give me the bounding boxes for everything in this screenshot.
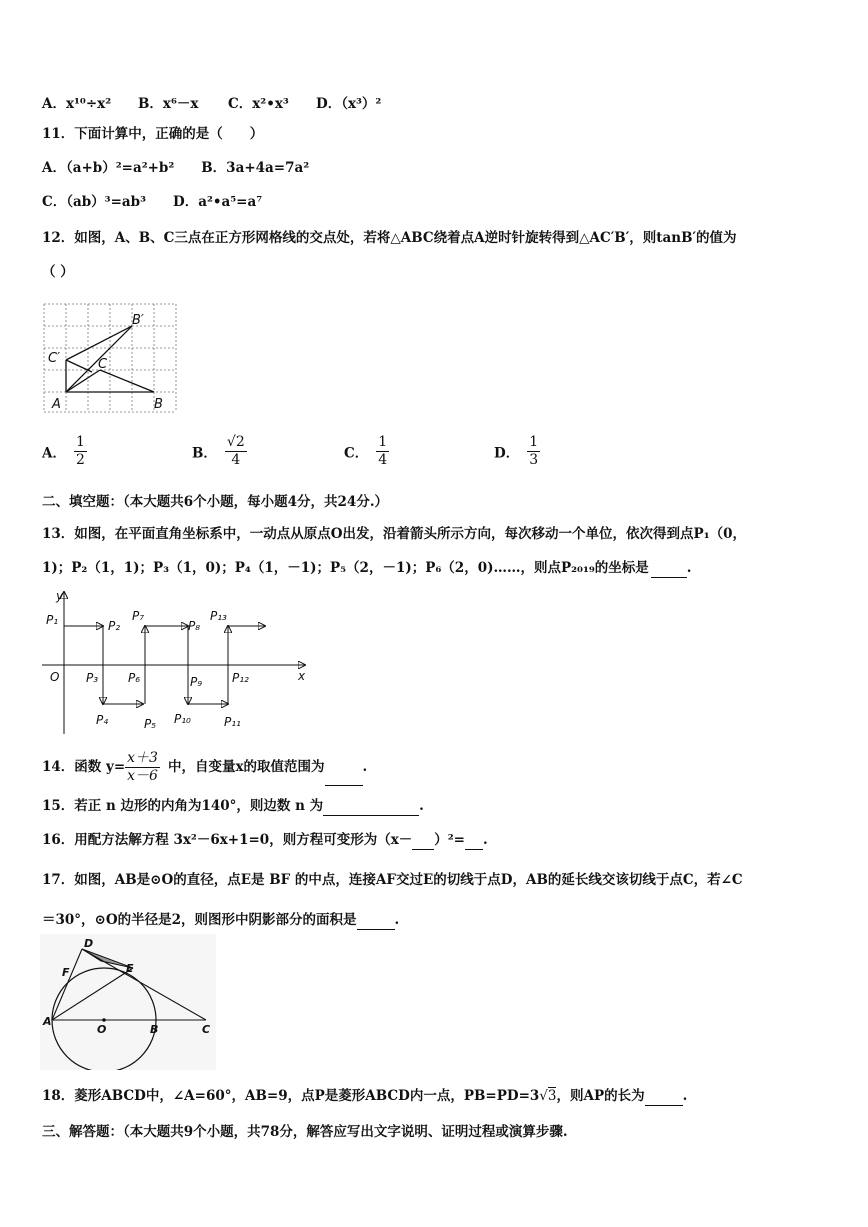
q14-answer-blank — [325, 771, 363, 786]
q17-label-b: B — [150, 1023, 159, 1036]
q16-end: . — [482, 832, 488, 848]
q12-option-a-den: 2 — [75, 452, 85, 468]
q14-fraction — [125, 750, 160, 785]
q16-blank-1 — [412, 835, 434, 850]
q14-den: x－6 — [127, 768, 158, 784]
q17-label-c: C — [202, 1023, 211, 1036]
q12-option-c-label: C． — [344, 445, 369, 462]
q16-mid: ）²= — [434, 832, 465, 848]
q18-radicand: 3 — [547, 1088, 557, 1104]
q12-option-b — [192, 434, 247, 469]
q18-post: ，则AP的长为 — [556, 1088, 645, 1104]
section-2-heading: 二、填空题：（本大题共6个小题，每小题4分，共24分.） — [42, 494, 389, 510]
q12-option-c-num: 1 — [378, 434, 388, 450]
q12-option-d-num: 1 — [529, 434, 539, 450]
q13-axis-y: y — [56, 589, 64, 603]
q18-line — [42, 1086, 687, 1106]
q13-p3: P₃ — [86, 671, 99, 685]
q12-option-d-label: D． — [494, 445, 520, 462]
q12-label-a: A — [52, 397, 61, 412]
q11-stem: 11．下面计算中，正确的是（ ） — [42, 126, 264, 142]
q12-option-b-num: √2 — [226, 434, 245, 450]
q17-line2 — [42, 910, 399, 930]
q13-origin: O — [50, 670, 60, 684]
q14-num: x＋3 — [127, 750, 158, 766]
q12-label-b-prime: B′ — [132, 313, 144, 328]
q12-option-b-fraction — [225, 434, 247, 469]
q12-paren: （ ） — [42, 264, 74, 280]
q10-option-c: C．x²•x³ — [228, 96, 289, 112]
q13-p10: P₁₀ — [174, 712, 191, 726]
q18-end: . — [682, 1088, 688, 1104]
q12-label-b: B — [154, 397, 163, 412]
q13-p1: P₁ — [46, 613, 59, 627]
q10-option-d: D．（x³）² — [316, 96, 382, 112]
q17-end: . — [394, 912, 400, 928]
q14-post: 中，自变量x的取值范围为 — [167, 759, 325, 775]
q18-pre: 18．菱形ABCD中，∠A=60°，AB=9，点P是菱形ABCD内一点，PB=PD=3 — [42, 1088, 540, 1104]
q15-text: 15．若正 n 边形的内角为140°，则边数 n 为 — [42, 798, 324, 814]
q13-end: . — [686, 560, 692, 576]
q15-end: . — [419, 798, 424, 814]
q17-line1: 17．如图，AB是⊙O的直径，点E是 BF 的中点，连接AF交过E的切线于点D，AB的延长线交该切线于点C，若∠C — [42, 872, 743, 888]
q12-option-d-fraction — [527, 434, 540, 469]
q12-stem: 12．如图，A、B、C三点在正方形网格线的交点处，若将△ABC绕着点A逆时针旋转得到△AC′B′，则tanB′的值为 — [42, 230, 737, 246]
q13-p11: P₁₁ — [224, 715, 241, 729]
q13-p12: P₁₂ — [232, 671, 249, 685]
q13-p7: P₇ — [132, 609, 145, 623]
q14-pre: 14．函数 y= — [42, 759, 126, 775]
q12-option-b-label: B． — [192, 445, 217, 462]
q17-label-o: O — [97, 1023, 107, 1036]
q13-line1: 13．如图，在平面直角坐标系中，一动点从原点O出发，沿着箭头所示方向，每次移动一个单位，依次得到点P₁（0， — [42, 526, 747, 542]
section-3-heading: 三、解答题：（本大题共9个小题，共78分，解答应写出文字说明、证明过程或演算步骤. — [42, 1124, 568, 1140]
q12-option-c-fraction — [376, 434, 389, 469]
q17-answer-blank — [357, 915, 395, 930]
q16-blank-2 — [465, 835, 483, 850]
q17-label-f: F — [62, 966, 70, 979]
q12-option-d-den: 3 — [529, 452, 539, 468]
q13-answer-blank — [651, 563, 687, 578]
q13-line2-text: 1)；P₂（1，1)；P₃（1，0)；P₄（1，－1)；P₅（2，－1)；P₆（2，0)……，则点P₂₀₁₉的坐标是 — [42, 560, 649, 576]
q12-option-c — [344, 434, 389, 469]
q13-p13: P₁₃ — [210, 609, 227, 623]
q18-sqrt-symbol: √ — [539, 1088, 548, 1104]
q15-line — [42, 796, 424, 816]
q14-line — [42, 748, 367, 786]
q14-end: . — [362, 759, 368, 775]
q12-label-c: C — [98, 357, 108, 372]
q13-axis-x: x — [298, 669, 306, 683]
q17-label-d: D — [84, 937, 94, 950]
q13-p9: P₉ — [190, 675, 203, 689]
q13-p8: P₈ — [188, 619, 201, 633]
q10-option-a: A．x¹⁰÷x² — [42, 96, 112, 112]
q13-p6: P₆ — [128, 671, 141, 685]
q16-text: 16．用配方法解方程 3x²－6x+1=0，则方程可变形为（x－ — [42, 832, 413, 848]
q12-label-c-prime: C′ — [48, 351, 61, 366]
q17-label-e: E — [126, 962, 134, 975]
q13-p4: P₄ — [96, 713, 109, 727]
q17-label-a: A — [43, 1015, 52, 1028]
q12-option-a-num: 1 — [75, 434, 85, 450]
q11-options-line1: A．（a+b）²=a²+b² B．3a+4a=7a² — [42, 160, 310, 176]
q12-option-a-label: A． — [42, 445, 66, 462]
q12-option-c-den: 4 — [378, 452, 388, 468]
q13-coordinate-figure — [40, 588, 310, 738]
q12-option-a — [42, 434, 87, 469]
q12-grid-figure — [40, 300, 180, 420]
q13-line2 — [42, 558, 691, 578]
q13-p5: P₅ — [144, 717, 157, 731]
q18-answer-blank — [645, 1091, 683, 1106]
q17-circle-figure — [40, 934, 216, 1070]
q16-line — [42, 830, 488, 850]
q10-option-b: B．x⁶－x — [138, 96, 199, 112]
q12-option-b-den: 4 — [231, 452, 241, 468]
q17-line2-text: ＝30°，⊙O的半径是2，则图形中阴影部分的面积是 — [42, 912, 357, 928]
q12-option-a-fraction — [74, 434, 87, 469]
q12-option-d — [494, 434, 540, 469]
q13-p2: P₂ — [108, 619, 121, 633]
q11-options-line2: C．（ab）³=ab³ D．a²•a⁵=a⁷ — [42, 194, 263, 210]
q15-answer-blank — [323, 801, 419, 816]
